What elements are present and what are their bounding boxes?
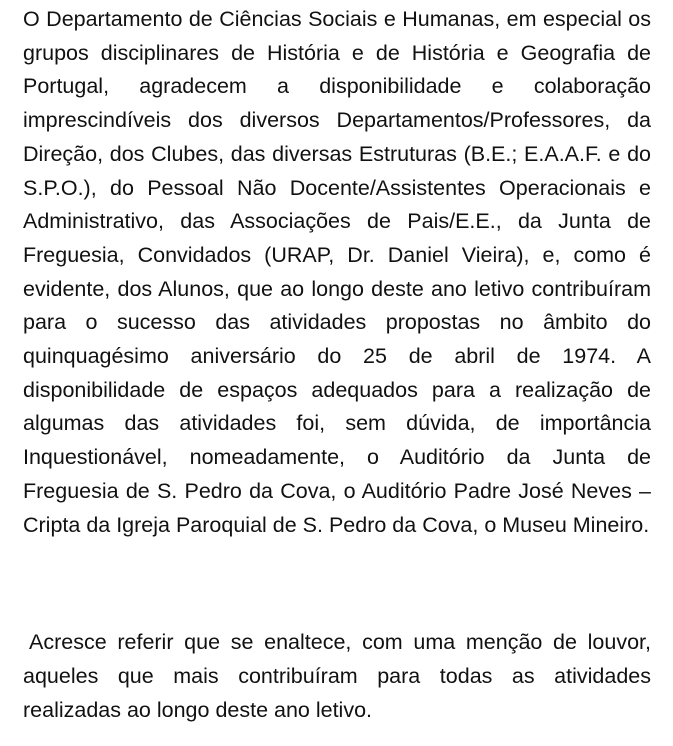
acknowledgement-paragraph: O Departamento de Ciências Sociais e Humanas, em especial os grupos disciplinares de História e de História e Geografia de Portugal, agradecem a disponibilidade e colaboração imprescindíveis dos diversos Departamentos/Professores, da Direção, dos Clubes, das diversas Estruturas (B.E.; E.A.A.F. e do S.P.O.), do Pessoal Não Docente/Assistentes Operacionais e Administrativo, das Associações de Pais/E.E., da Junta de Freguesia, Convidados (URAP, Dr. Daniel Vieira), e, como é evidente, dos Alunos, que ao longo deste ano letivo contribuíram para o sucesso das atividades propostas no âmbito do quinquagésimo aniversário do 25 de abril de 1974. A disponibilidade de espaços adequados para a realização de algumas das atividades foi, sem dúvida, de importância Inquestionável, nomeadamente, o Auditório da Junta de Freguesia de S. Pedro da Cova, o Auditório Padre José Neves – Cripta da Igreja Paroquial de S. Pedro da Cova, o Museu Mineiro. [23,7,651,537]
document-body [23,3,651,727]
commendation-paragraph: Acresce referir que se enaltece, com uma menção de louvor, aqueles que mais contribuíram para todas as atividades realizadas ao longo deste ano letivo. [23,630,651,722]
